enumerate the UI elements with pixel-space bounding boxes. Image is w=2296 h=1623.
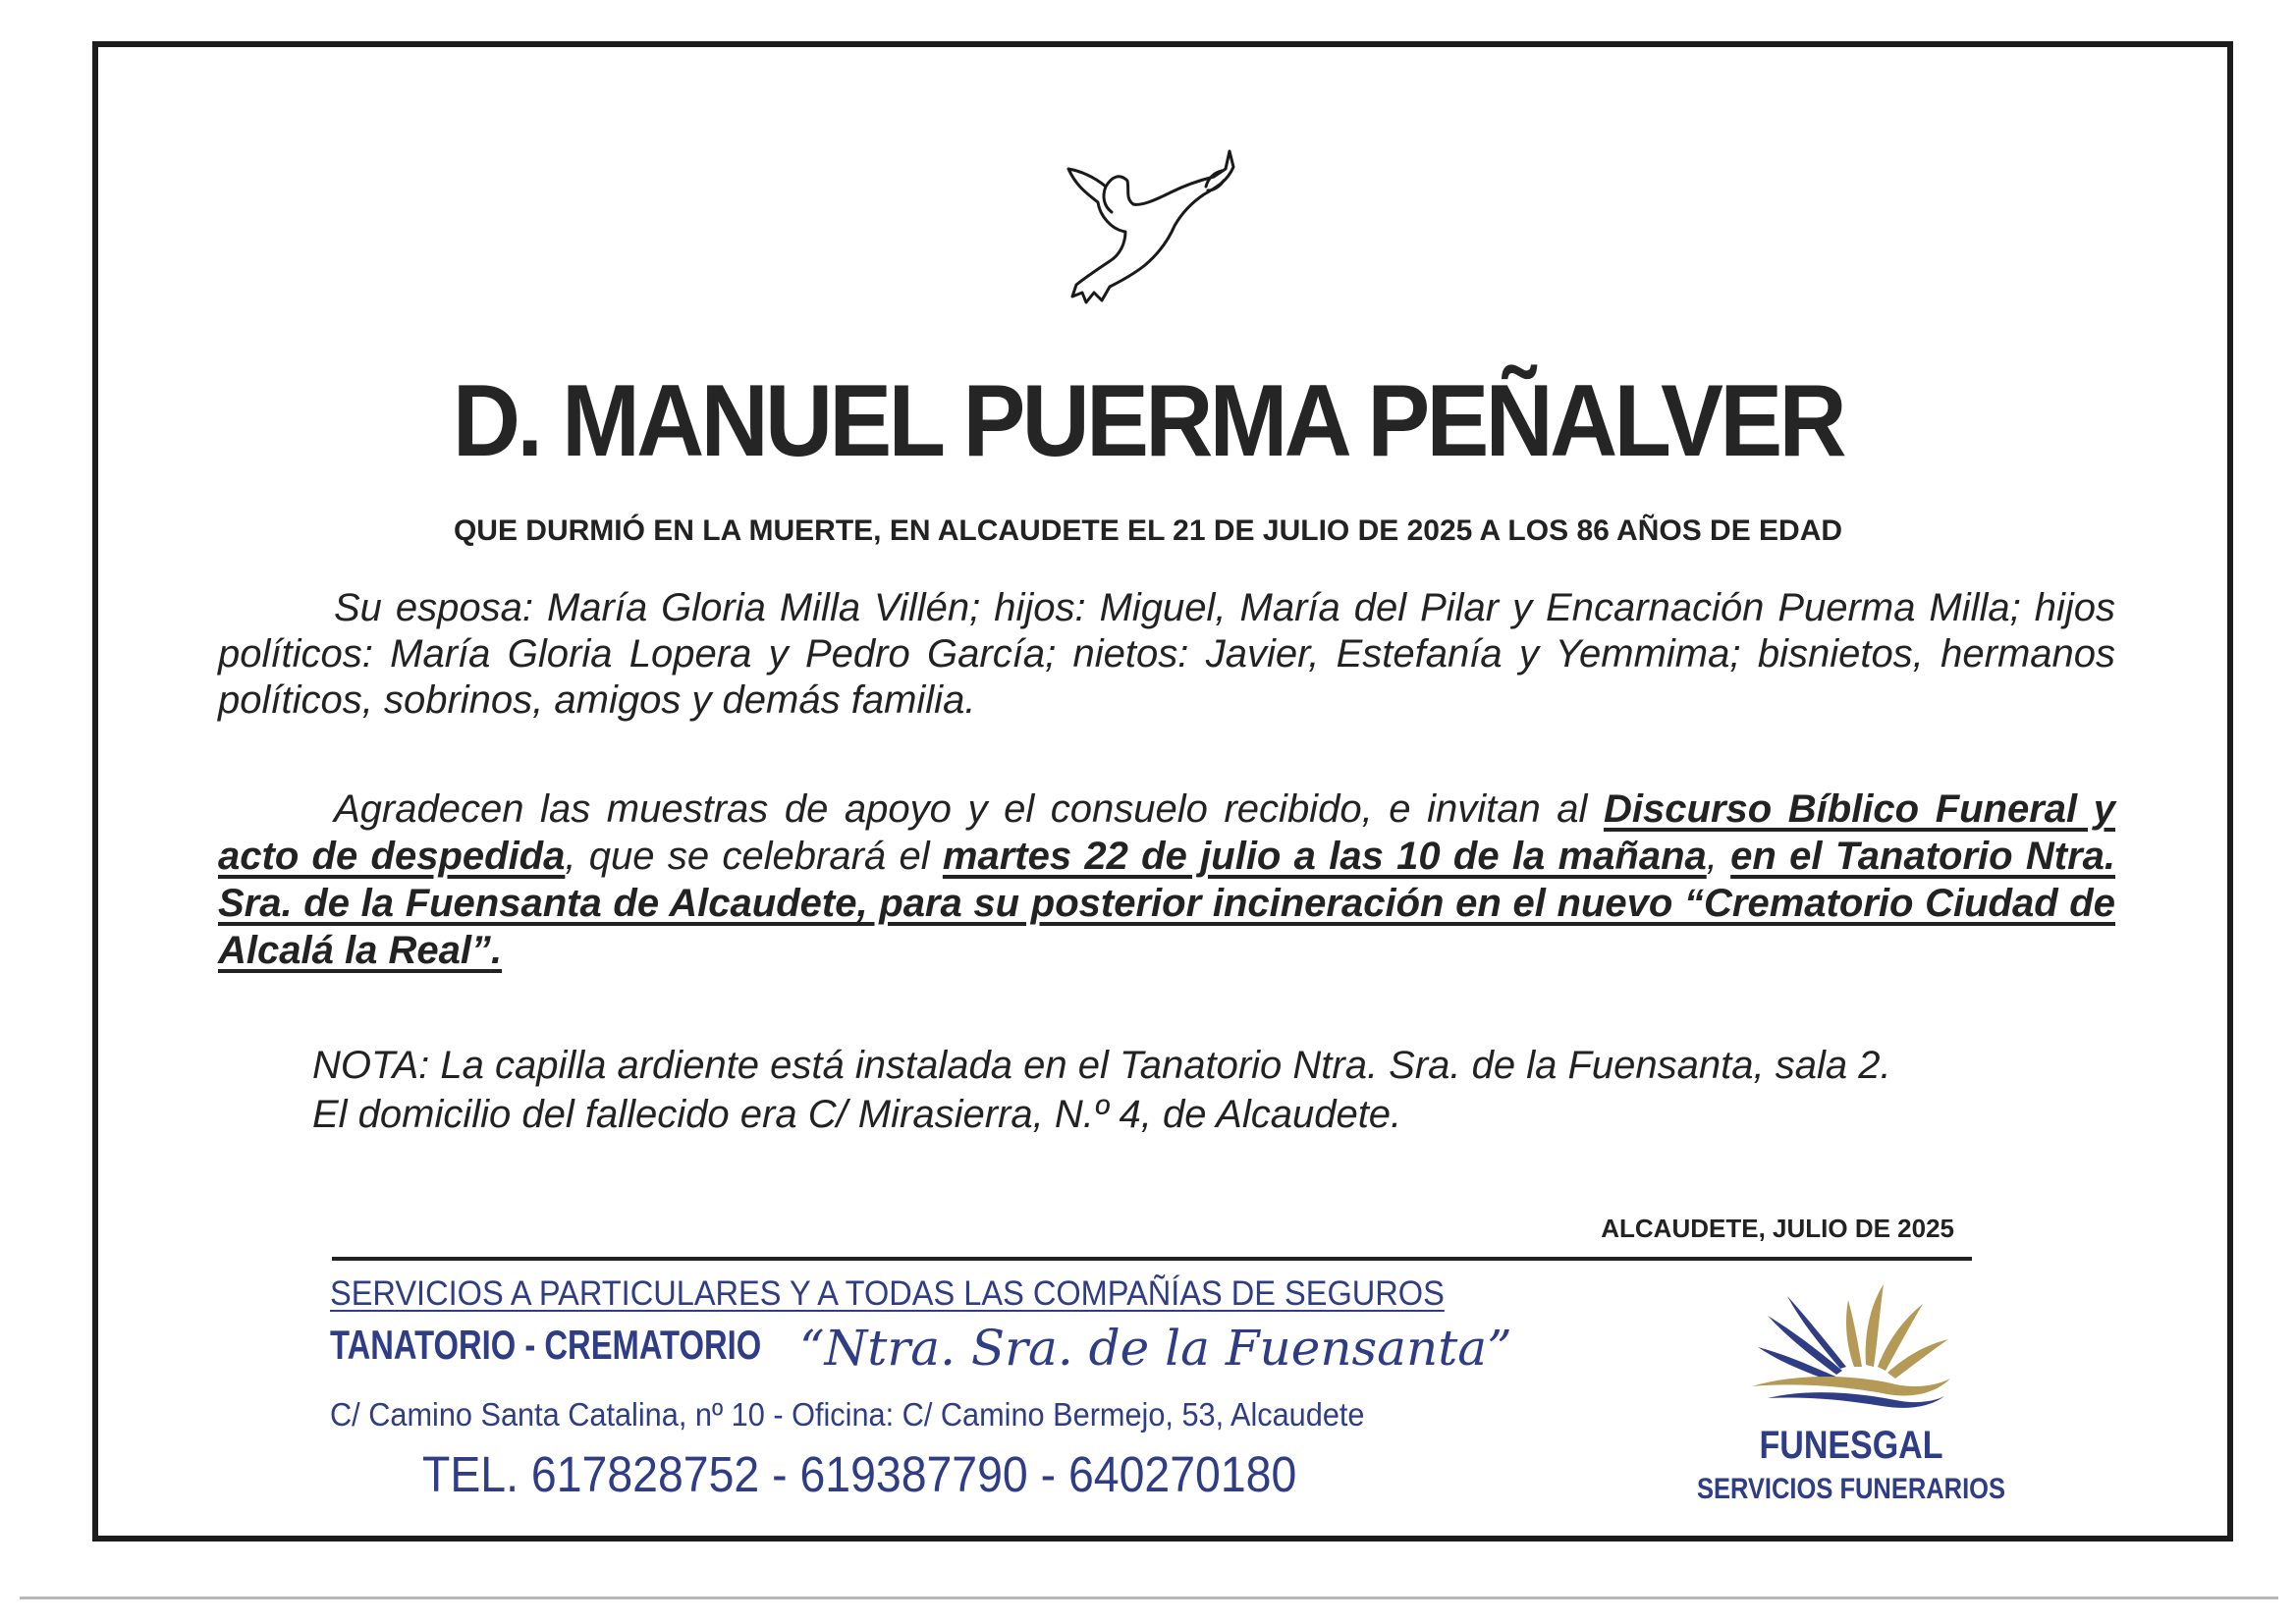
business-line: [330, 1320, 1512, 1377]
death-details: QUE DURMIÓ EN LA MUERTE, EN ALCAUDETE EL 21 DE JULIO DE 2025 A LOS 86 AÑOS DE EDAD: [453, 514, 1843, 547]
address-line: C/ Camino Santa Catalina, nº 10 - Oficina: C/ Camino Bermejo, 53, Alcaudete: [330, 1396, 1365, 1433]
divider: [332, 1257, 1972, 1261]
business-type: TANATORIO - CREMATORIO: [330, 1322, 762, 1368]
invitation-intro: Agradecen las muestras de apoyo y el consuelo recibido, e invitan al: [334, 787, 1605, 831]
dove-icon: [1061, 147, 1257, 319]
nota-block: [312, 1041, 2100, 1139]
invitation-end: .: [490, 929, 503, 972]
funesgal-logo-icon: [1748, 1276, 1954, 1414]
date-place: ALCAUDETE, JULIO DE 2025: [1601, 1214, 1954, 1243]
invitation-middle: , que se celebrará el: [565, 835, 943, 878]
family-paragraph: Su esposa: María Gloria Milla Villén; hijos: Miguel, María del Pilar y Encarnación Puerma Milla; hijos políticos: María Gloria Lopera y Pedro García; nietos: Javier, Estefanía y Yemmima; bisnietos, hermanos políticos, sobrinos, amigos y demás familia.: [218, 586, 2115, 722]
business-name: “Ntra. Sra. de la Fuensanta”: [799, 1320, 1512, 1377]
nota-line-1: NOTA: La capilla ardiente está instalada en el Tanatorio Ntra. Sra. de la Fuensanta, sala 2.: [312, 1044, 1891, 1087]
invitation-comma: ,: [1706, 835, 1731, 878]
invitation-paragraph: [218, 785, 2115, 974]
services-line: SERVICIOS A PARTICULARES Y A TODAS LAS COMPAÑÍAS DE SEGUROS: [330, 1274, 1445, 1313]
scan-edge: [20, 1596, 2278, 1599]
phone-line: TEL. 617828752 - 619387790 - 640270180: [422, 1446, 1297, 1502]
logo-subtitle: SERVICIOS FUNERARIOS: [1696, 1473, 2006, 1505]
event-place: en el Tanatorio Ntra. Sra. de la Fuensanta de Alcaudete, para su posterior incineración en el nuevo “Crematorio Ciudad de Alcalá la Real”: [218, 835, 2115, 972]
nota-line-2: El domicilio del fallecido era C/ Mirasierra, N.º 4, de Alcaudete.: [312, 1093, 1402, 1136]
event-datetime: martes 22 de julio a las 10 de la mañana: [942, 835, 1707, 878]
event-name: Discurso Bíblico Funeral y acto de despedida: [218, 787, 2115, 878]
deceased-name: D. MANUEL PUERMA PEÑALVER: [452, 364, 1843, 478]
logo-name: FUNESGAL: [1759, 1424, 1943, 1467]
